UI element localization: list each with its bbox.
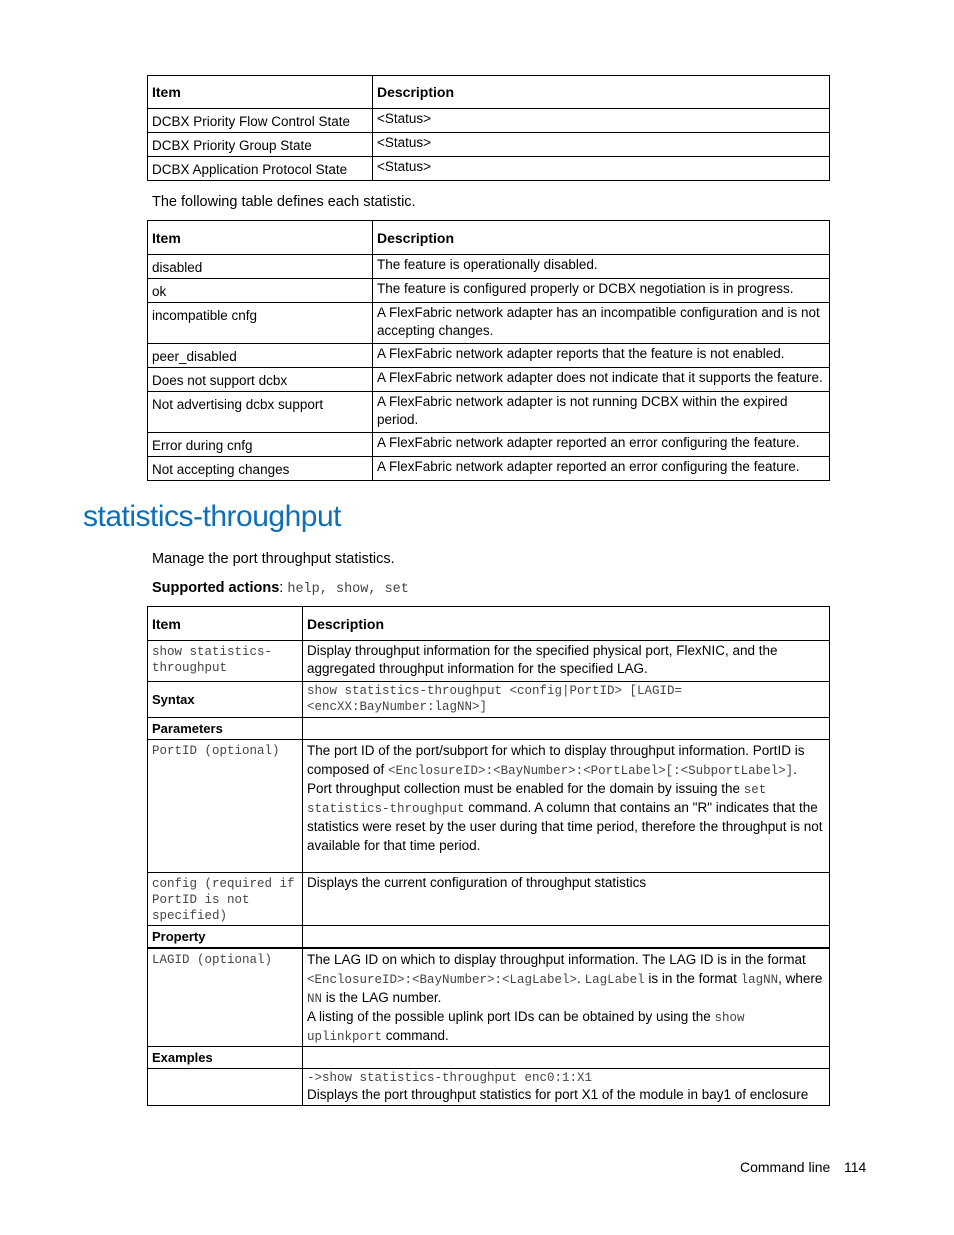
portid-desc-text: The port ID of the port/subport for which to display throughput information. PortID is composed of	[307, 743, 805, 777]
table-row	[148, 457, 830, 481]
lagid-desc-code: NN	[307, 991, 323, 1006]
cell-item: DCBX Application Protocol State	[148, 157, 373, 181]
property-label: Property	[148, 926, 303, 948]
param-config: config (required if PortID is not specified)	[148, 873, 303, 926]
table-row	[148, 157, 830, 181]
param-portid: PortID (optional)	[148, 740, 303, 873]
cell-description: A FlexFabric network adapter reports that the feature is not enabled.	[373, 344, 830, 368]
cell-description: A FlexFabric network adapter reported an error configuring the feature.	[373, 433, 830, 457]
column-header-description: Description	[303, 607, 830, 641]
lagid-desc-text: .	[577, 970, 585, 986]
syntax-label: Syntax	[148, 682, 303, 718]
param-config-description: Displays the current configuration of throughput statistics	[303, 873, 830, 926]
table-row	[148, 948, 830, 1047]
example-description: Displays the port throughput statistics for port X1 of the module in bay1 of enclosure	[307, 1086, 809, 1102]
cell-item: peer_disabled	[148, 344, 373, 368]
lagid-desc-text: command.	[382, 1027, 449, 1043]
section-description: Manage the port throughput statistics.	[152, 551, 395, 567]
column-header-description: Description	[373, 221, 830, 255]
lagid-desc-text: is the LAG number.	[322, 989, 442, 1005]
cell-description: <Status>	[373, 157, 830, 181]
command-table	[147, 606, 830, 1106]
cell-item: Not advertising dcbx support	[148, 392, 373, 433]
cell-description: A FlexFabric network adapter reported an error configuring the feature.	[373, 457, 830, 481]
property-lagid: LAGID (optional)	[148, 948, 303, 1047]
cell-item: DCBX Priority Flow Control State	[148, 109, 373, 133]
lagid-desc-text: is in the format	[644, 970, 741, 986]
supported-actions-values: help, show, set	[287, 582, 409, 597]
table-row	[148, 873, 830, 926]
table-row	[148, 109, 830, 133]
examples-label: Examples	[148, 1046, 303, 1068]
lagid-desc-text: , where	[778, 970, 823, 986]
column-header-item: Item	[148, 607, 303, 641]
table-row	[148, 133, 830, 157]
cell-item: Does not support dcbx	[148, 368, 373, 392]
property-lagid-description	[303, 948, 830, 1047]
lagid-desc-code: show uplinkport	[307, 1010, 745, 1044]
param-portid-description	[303, 740, 830, 873]
table-row	[148, 392, 830, 433]
cell-item: Error during cnfg	[148, 433, 373, 457]
lagid-desc-text: A listing of the possible uplink port IDs can be obtained by using the	[307, 1008, 715, 1024]
cell-description: A FlexFabric network adapter is not running DCBX within the expired period.	[373, 392, 830, 433]
syntax-value: show statistics-throughput <config|PortID> [LAGID=<encXX:BayNumber:lagNN>]	[303, 682, 830, 718]
supported-actions-label: Supported actions	[152, 580, 280, 596]
supported-actions-separator: :	[279, 580, 288, 596]
table-row	[148, 368, 830, 392]
lagid-desc-code: LagLabel	[584, 972, 645, 987]
table-header-row	[148, 607, 830, 641]
column-header-description: Description	[373, 76, 830, 109]
empty-cell	[303, 718, 830, 740]
table-row	[148, 344, 830, 368]
lagid-desc-code: lagNN	[740, 972, 779, 987]
column-header-item: Item	[148, 221, 373, 255]
cell-command-description: Display throughput information for the specified physical port, FlexNIC, and the aggregated throughput information for the specified LAG.	[303, 641, 830, 682]
parameters-label: Parameters	[148, 718, 303, 740]
footer-section: Command line	[740, 1159, 831, 1175]
table-row	[148, 433, 830, 457]
empty-cell	[303, 926, 830, 948]
table-row	[148, 1068, 830, 1105]
lagid-desc-code: <EnclosureID>:<BayNumber>:<LagLabel>	[307, 972, 578, 987]
example-command: ->show statistics-throughput enc0:1:X1	[307, 1070, 593, 1085]
portid-desc-code: set statistics-throughput	[307, 783, 767, 816]
table-row	[148, 740, 830, 873]
cell-item: disabled	[148, 255, 373, 279]
page-number: 114	[844, 1159, 867, 1175]
table-row	[148, 303, 830, 344]
intro-text: The following table defines each statistic.	[152, 194, 416, 210]
dcbx-state-table	[147, 75, 830, 181]
cell-command-item: show statistics-throughput	[148, 641, 303, 682]
statistic-definitions-table	[147, 220, 830, 481]
cell-description: <Status>	[373, 109, 830, 133]
cell-description: <Status>	[373, 133, 830, 157]
cell-item: ok	[148, 279, 373, 303]
portid-desc-code: <EnclosureID>:<BayNumber>:<PortLabel>[:<SubportLabel>]	[388, 764, 794, 778]
cell-item: Not accepting changes	[148, 457, 373, 481]
cell-description: The feature is operationally disabled.	[373, 255, 830, 279]
table-row	[148, 682, 830, 718]
cell-description: The feature is configured properly or DCBX negotiation is in progress.	[373, 279, 830, 303]
portid-desc-text: . Port throughput collection must be enabled for the domain by issuing the	[307, 762, 797, 796]
cell-item: incompatible cnfg	[148, 303, 373, 344]
table-row	[148, 255, 830, 279]
table-header-row	[148, 76, 830, 109]
section-title: statistics-throughput	[83, 500, 341, 533]
empty-cell	[303, 1046, 830, 1068]
table-row	[148, 279, 830, 303]
lagid-desc-text: The LAG ID on which to display throughput information. The LAG ID is in the format	[307, 951, 806, 967]
column-header-item: Item	[148, 76, 373, 109]
cell-description: A FlexFabric network adapter has an incompatible configuration and is not accepting changes.	[373, 303, 830, 344]
table-row	[148, 926, 830, 948]
cell-description: A FlexFabric network adapter does not indicate that it supports the feature.	[373, 368, 830, 392]
portid-desc-text: command. A column that contains an "R" indicates that the statistics were reset by the user during that time period, therefore the throughput is not available for that time period.	[307, 800, 823, 853]
cell-item: DCBX Priority Group State	[148, 133, 373, 157]
supported-actions	[152, 580, 409, 598]
empty-cell	[148, 1068, 303, 1105]
table-row	[148, 641, 830, 682]
table-row	[148, 1046, 830, 1068]
table-header-row	[148, 221, 830, 255]
table-row	[148, 718, 830, 740]
example-cell	[303, 1068, 830, 1105]
